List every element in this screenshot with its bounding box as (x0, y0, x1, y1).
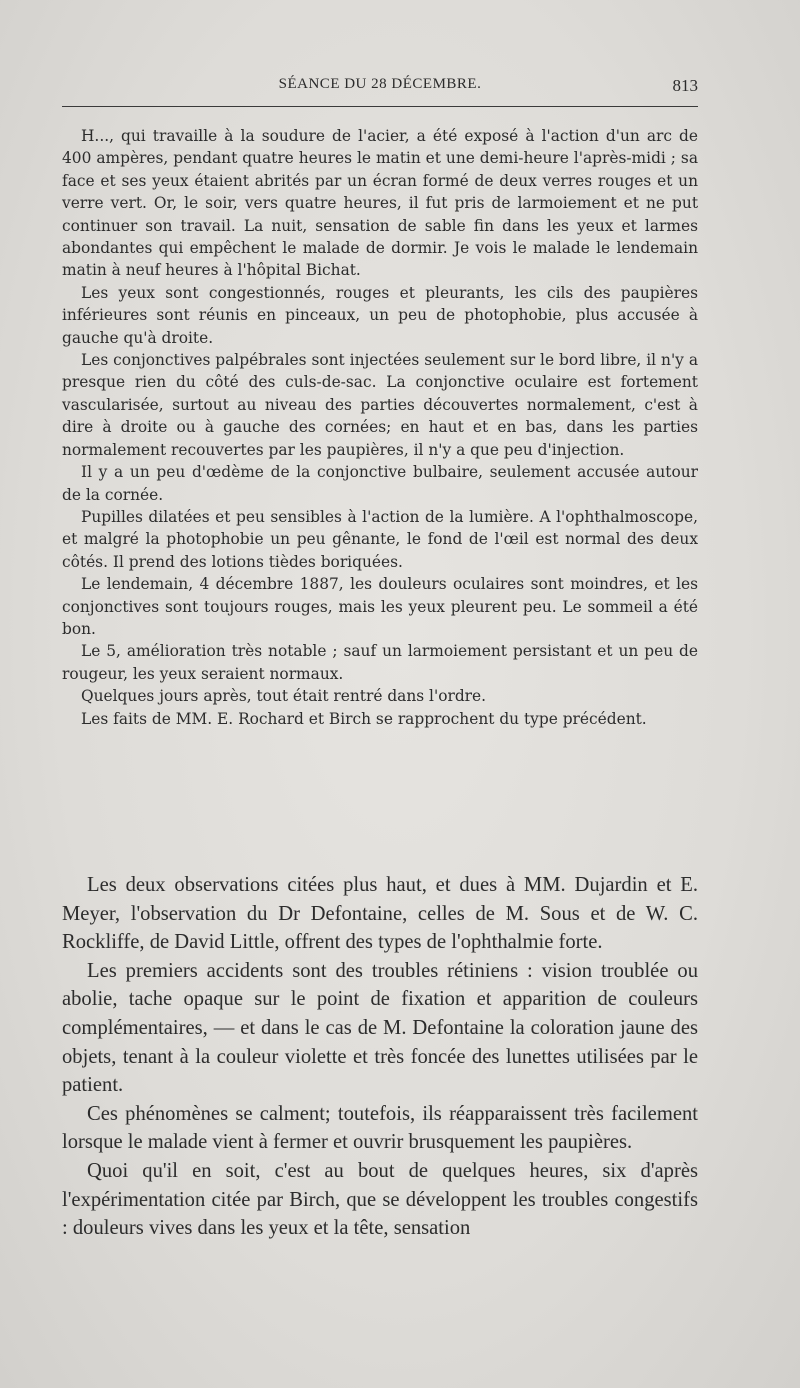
case-report-text (62, 125, 698, 730)
main-body-text (62, 871, 698, 1243)
page-number: 813 (672, 76, 698, 95)
paragraph: Quelques jours après, tout était rentré dans l'ordre. (81, 687, 487, 706)
paragraph: H..., qui travaille à la soudure de l'acier, a été exposé à l'action d'un arc de 400 ampères, pendant quatre heures le matin et une demi-heure l'après-midi ; sa face et ses yeux étaient abrités par un écran formé de deux verres rouges et un verre vert. Or, le soir, vers quatre heures, il fut pris de larmoiement et ne put continuer son travail. La nuit, sensation de sable fin dans les yeux et larmes abondantes qui empêchent le malade de dormir. Je vois le malade le lendemain matin à neuf heures à l'hôpital Bichat. (62, 127, 698, 280)
paragraph: Les faits de MM. E. Rochard et Birch se rapprochent du type précédent. (81, 709, 647, 728)
paragraph: Ces phénomènes se calment; toutefois, ils réapparaissent très facilement lorsque le malade vient à fermer et ouvrir brusquement les paupières. (62, 1102, 698, 1154)
running-header (62, 76, 698, 100)
paragraph: Les premiers accidents sont des troubles rétiniens : vision troublée ou abolie, tache opaque sur le point de fixation et apparition de couleurs complémentaires, — et dans le cas de M. Defontaine la coloration jaune des objets, tenant à la couleur violette et très foncée des lunettes utilisées par le patient. (62, 959, 698, 1097)
paragraph: Il y a un peu d'œdème de la conjonctive bulbaire, seulement accusée autour de la cornée. (62, 463, 698, 504)
header-title-prefix: SÉANCE DU (278, 76, 367, 92)
paragraph: Pupilles dilatées et peu sensibles à l'action de la lumière. A l'ophthalmoscope, et malgré la photophobie un peu gênante, le fond de l'œil est normal des deux côtés. Il prend des lotions tièdes boriquées. (62, 507, 698, 571)
paragraph: Les yeux sont congestionnés, rouges et pleurants, les cils des paupières inférieures sont réunis en pinceaux, un peu de photophobie, plus accusée à gauche qu'à droite. (62, 283, 698, 347)
paragraph: Les conjonctives palpébrales sont injectées seulement sur le bord libre, il n'y a presque rien du côté des culs-de-sac. La conjonctive oculaire est fortement vascularisée, surtout au niveau des parties découvertes normalement, c'est à dire à droite ou à gauche des cornées; en haut et en bas, dans les parties normalement recouvertes par les paupières, il n'y a que peu d'injection. (62, 351, 698, 459)
paragraph: Les deux observations citées plus haut, et dues à MM. Dujardin et E. Meyer, l'observation du Dr Defontaine, celles de M. Sous et de W. C. Rockliffe, de David Little, offrent des types de l'ophthalmie forte. (62, 874, 698, 954)
header-title-month: DÉCEMBRE. (391, 76, 482, 92)
paragraph: Le lendemain, 4 décembre 1887, les douleurs oculaires sont moindres, et les conjonctives sont toujours rouges, mais les yeux pleurent peu. Le sommeil a été bon. (62, 575, 698, 638)
paragraph: Le 5, amélioration très notable ; sauf un larmoiement persistant et un peu de rougeur, les yeux seraient normaux. (62, 642, 698, 683)
header-rule (62, 106, 698, 107)
header-title-day: 28 (371, 76, 388, 92)
paragraph: Quoi qu'il en soit, c'est au bout de quelques heures, six d'après l'expérimentation citée par Birch, que se développent les troubles congestifs : douleurs vives dans les yeux et la tête, sensation (62, 1159, 698, 1240)
running-header-title (62, 76, 698, 93)
